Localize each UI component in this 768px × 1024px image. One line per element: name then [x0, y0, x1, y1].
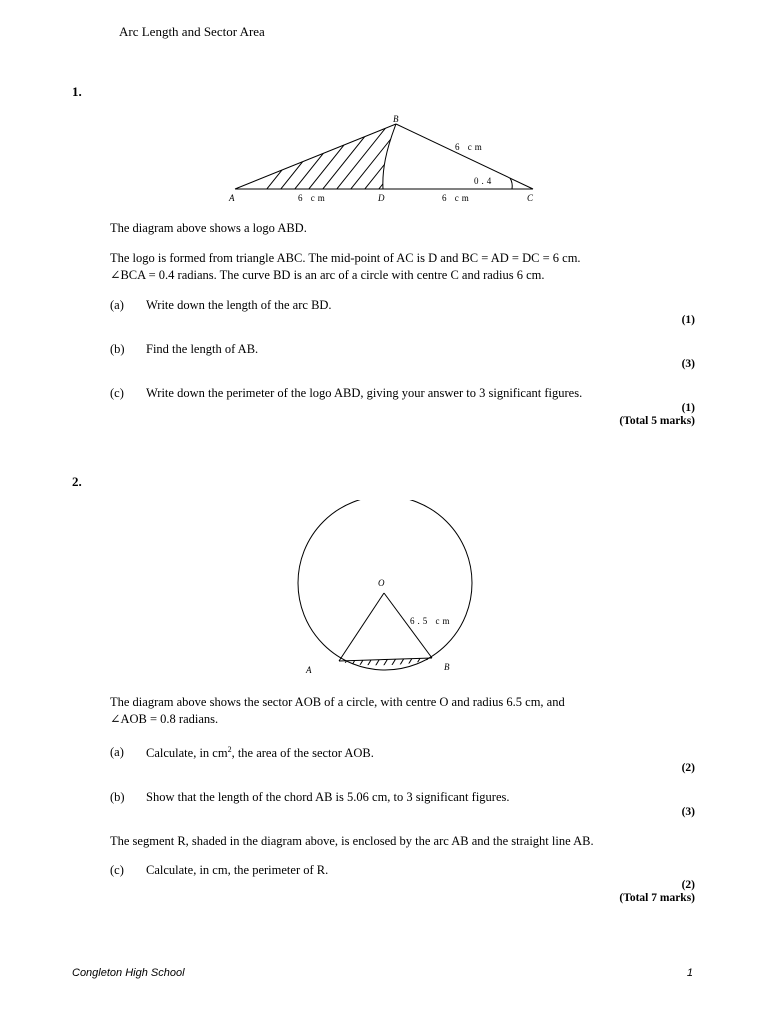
q2-part-b-mark: (3): [681, 806, 695, 818]
q1-side-bc: [396, 124, 533, 189]
q2-total-marks: (Total 7 marks): [619, 892, 695, 904]
q1-shaded-region: [250, 110, 456, 210]
q2-part-c-label: (c): [110, 863, 124, 877]
q2-circle: [298, 500, 472, 670]
q1-part-c-text: Write down the perimeter of the logo ABD, giving your answer to 3 significant figures.: [146, 386, 583, 400]
q1-length-bc: 6 cm: [455, 142, 485, 152]
q2-segment-text: The segment R, shaded in the diagram above, is enclosed by the arc AB and the straight line AB.: [110, 834, 594, 848]
q1-side-ab: [235, 124, 396, 189]
q1-part-b-mark: (3): [681, 358, 695, 370]
q1-angle-label: 0.4: [474, 176, 495, 186]
q1-logo-diagram: [220, 110, 550, 210]
q1-length-ad: 6 cm: [298, 193, 328, 203]
q1-part-b-label: (b): [110, 342, 125, 356]
q2-label-b: B: [444, 662, 450, 672]
q2-chord-ab: [339, 658, 432, 661]
q1-description-line-1: The logo is formed from triangle ABC. The mid-point of AC is D and BC = AD = DC = 6 cm.: [110, 251, 581, 265]
footer-school: Congleton High School: [72, 967, 185, 979]
q1-part-a-label: (a): [110, 298, 124, 312]
q1-label-c: C: [527, 193, 534, 203]
q2-part-c-text: Calculate, in cm, the perimeter of R.: [146, 863, 329, 877]
q1-description-line-2: ∠BCA = 0.4 radians. The curve BD is an arc of a circle with centre C and radius 6 cm.: [110, 268, 545, 282]
q2-label-o: O: [378, 578, 385, 588]
q1-part-c-mark: (1): [681, 402, 695, 414]
q2-part-b-label: (b): [110, 790, 125, 804]
question-2-number: 2.: [72, 474, 82, 489]
q1-arc-bd: [383, 124, 396, 189]
q2-intro-line-2: ∠AOB = 0.8 radians.: [110, 712, 219, 726]
q1-part-a-text: Write down the length of the arc BD.: [146, 298, 332, 312]
q1-label-a: A: [229, 193, 235, 203]
q2-part-c-mark: (2): [681, 879, 695, 891]
footer-page-number: 1: [686, 967, 693, 979]
q2-shaded-segment: [330, 650, 441, 675]
page-title: Arc Length and Sector Area: [119, 24, 265, 39]
q1-label-d: D: [378, 193, 385, 203]
q1-intro: The diagram above shows a logo ABD.: [110, 221, 307, 235]
q2-part-b-text: Show that the length of the chord AB is 5.06 cm, to 3 significant figures.: [146, 790, 510, 804]
q2-radius-oa: [339, 593, 384, 661]
q2-intro-line-1: The diagram above shows the sector AOB of a circle, with centre O and radius 6.5 cm, and: [110, 695, 565, 709]
q1-total-marks: (Total 5 marks): [619, 415, 695, 427]
q2-part-a-text: [146, 745, 374, 761]
q2-part-a-mark: (2): [681, 762, 695, 774]
q2-part-a-label: (a): [110, 745, 124, 759]
q2-radius-label: 6.5 cm: [410, 616, 453, 626]
q2-part-a-text-after: , the area of the sector AOB.: [231, 746, 374, 761]
q2-sector-diagram: [290, 500, 480, 680]
q1-part-b-text: Find the length of AB.: [146, 342, 259, 356]
q1-part-c-label: (c): [110, 386, 124, 400]
q2-part-a-text-before: Calculate, in cm: [146, 746, 228, 761]
q2-label-a: A: [306, 665, 312, 675]
q1-angle-arc: [510, 178, 512, 189]
q1-length-dc: 6 cm: [442, 193, 472, 203]
q2-part-a-superscript: 2: [227, 745, 232, 754]
question-1-number: 1.: [72, 84, 82, 99]
q1-label-b: B: [393, 114, 399, 124]
q1-part-a-mark: (1): [681, 314, 695, 326]
